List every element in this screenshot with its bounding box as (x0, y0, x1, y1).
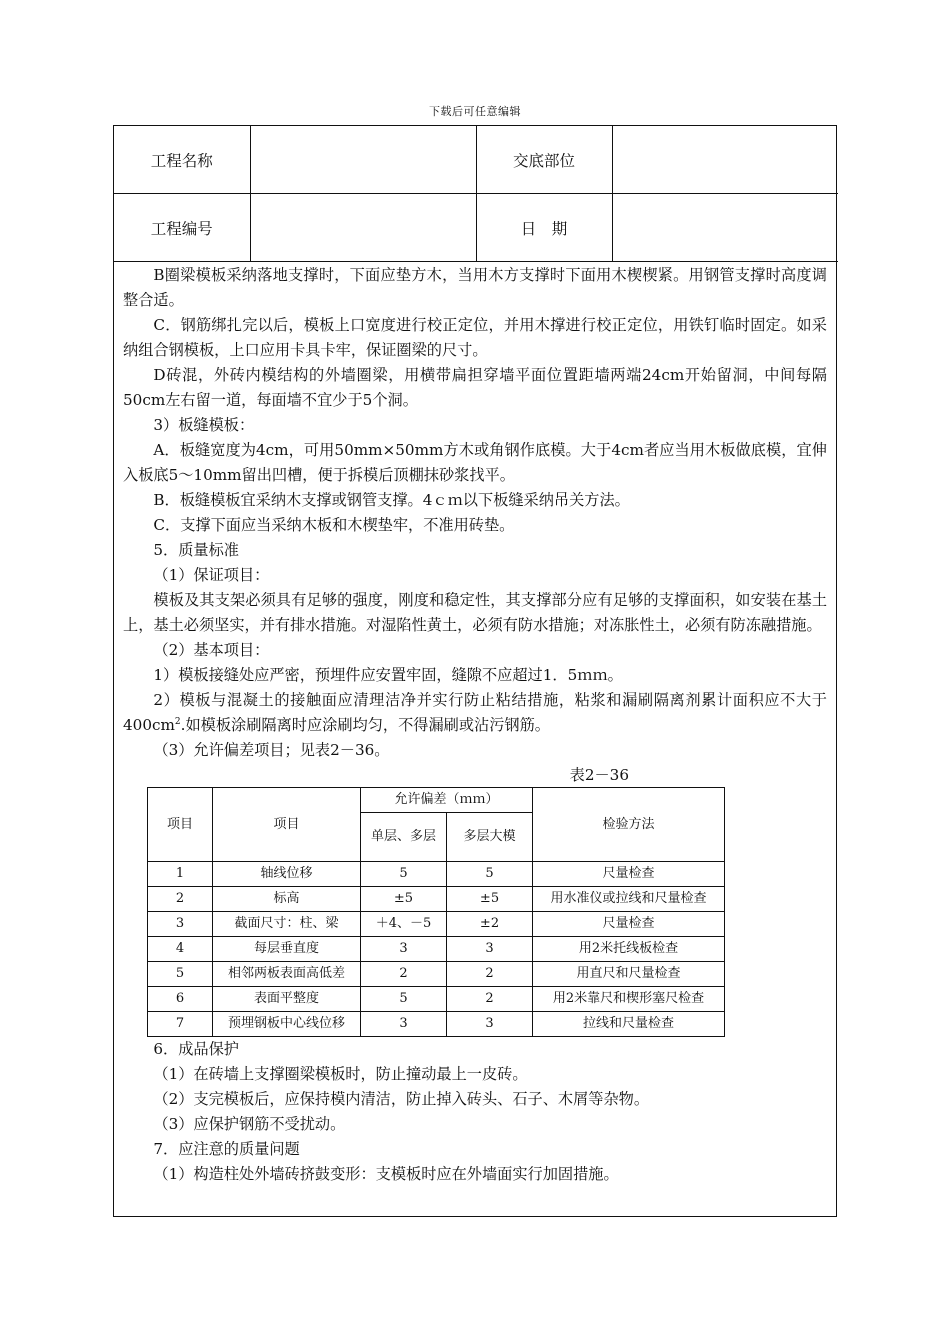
area-text-before: 2）模板与混凝土的接触面应清理洁净并实行防止粘结措施，粘浆和漏刷隔离剂累计面积应不大于400cm (123, 691, 827, 734)
paragraph: D砖混，外砖内模结构的外墙圈梁，用横带扁担穿墙平面位置距墙两端24cm开始留洞，中间每隔50cm左右留一道，每面墙不宜少于5个洞。 (123, 366, 827, 409)
header-note: 下载后可任意编辑 (429, 105, 521, 118)
paragraph: （1）保证项目： (153, 566, 270, 584)
cell-no: 3 (148, 912, 213, 937)
table-row (148, 862, 725, 887)
paragraph: C．支撑下面应当采纳木板和木楔垫牢，不准用砖垫。 (153, 516, 515, 534)
cell-no: 7 (148, 1012, 213, 1037)
cell-single: 5 (361, 987, 447, 1012)
paragraph: （2）支完模板后，应保持模内清洁，防止掉入砖头、石子、木屑等杂物。 (153, 1090, 650, 1108)
paragraph: （1）构造柱处外墙砖挤鼓变形：支模板时应在外墙面实行加固措施。 (153, 1165, 619, 1183)
cell-item: 预埋钢板中心线位移 (213, 1012, 361, 1037)
table-caption: 表2－36 (569, 766, 629, 784)
cell-method: 用水准仪或拉线和尺量检查 (533, 887, 725, 912)
cell-item: 轴线位移 (213, 862, 361, 887)
paragraph: A．板缝宽度为4cm，可用50mm×50mm方木或角钢作底模。大于4cm者应当用木板做底模，宜伸入板底5～10mm留出凹槽，便于拆模后顶棚抹砂浆找平。 (123, 441, 827, 484)
cell-no: 6 (148, 987, 213, 1012)
col-header-item: 项目 (213, 788, 361, 862)
table-row (148, 937, 725, 962)
cell-no: 5 (148, 962, 213, 987)
cell-single: 2 (361, 962, 447, 987)
section-heading: 7．应注意的质量问题 (153, 1140, 300, 1158)
col-header-tolerance: 允许偏差（ｍｍ） (361, 788, 533, 813)
col-header-multi: 多层大模 (447, 813, 533, 862)
cell-single: ＋4、－5 (361, 912, 447, 937)
cell-multi: 2 (447, 962, 533, 987)
cell-single: 5 (361, 862, 447, 887)
paragraph: B圈梁模板采纳落地支撑时，下面应垫方木，当用木方支撑时下面用木楔楔紧。用钢管支撑时高度调整合适。 (123, 266, 827, 309)
cell-item: 相邻两板表面高低差 (213, 962, 361, 987)
cell-multi: 3 (447, 937, 533, 962)
cell-method: 拉线和尺量检查 (533, 1012, 725, 1037)
date-value (612, 194, 838, 262)
table-row (148, 887, 725, 912)
table-row (148, 962, 725, 987)
project-info-table (114, 126, 838, 262)
cell-no: 1 (148, 862, 213, 887)
paragraph: 1）模板接缝处应严密，预埋件应安置牢固，缝隙不应超过1．5ｍｍ。 (153, 666, 623, 684)
date-label: 日 期 (476, 194, 612, 262)
cell-multi: ±2 (447, 912, 533, 937)
paragraph: C．钢筋绑扎完以后，模板上口宽度进行校正定位，并用木撑进行校正定位，用铁钉临时固定。如采纳组合钢模板，上口应用卡具卡牢，保证圈梁的尺寸。 (123, 316, 827, 359)
cell-no: 4 (148, 937, 213, 962)
paragraph: （1）在砖墙上支撑圈梁模板时，防止撞动最上一皮砖。 (153, 1065, 528, 1083)
section-heading: 5．质量标准 (153, 541, 239, 559)
cell-item: 截面尺寸：柱、梁 (213, 912, 361, 937)
disclosure-form (113, 125, 837, 1217)
table-row (148, 1012, 725, 1037)
project-no-label: 工程编号 (114, 194, 250, 262)
paragraph: 3）板缝模板： (153, 416, 255, 434)
paragraph: （3）应保护钢筋不受扰动。 (153, 1115, 346, 1133)
cell-single: ±5 (361, 887, 447, 912)
cell-item: 表面平整度 (213, 987, 361, 1012)
cell-multi: 2 (447, 987, 533, 1012)
cell-multi: 5 (447, 862, 533, 887)
cell-method: 用2米靠尺和楔形塞尺检查 (533, 987, 725, 1012)
cell-no: 2 (148, 887, 213, 912)
cell-method: 用直尺和尺量检查 (533, 962, 725, 987)
area-paragraph (123, 688, 827, 738)
section-heading: 6．成品保护 (153, 1040, 239, 1058)
project-name-value (250, 126, 476, 194)
cell-single: 3 (361, 1012, 447, 1037)
area-superscript: 2 (174, 716, 181, 727)
location-label: 交底部位 (476, 126, 612, 194)
cell-item: 标高 (213, 887, 361, 912)
cell-multi: 3 (447, 1012, 533, 1037)
area-text-after: .如模板涂刷隔离时应涂刷均匀，不得漏刷或沾污钢筋。 (180, 716, 550, 734)
col-header-single: 单层、多层 (361, 813, 447, 862)
cell-multi: ±5 (447, 887, 533, 912)
tolerance-table (147, 787, 725, 1037)
cell-item: 每层垂直度 (213, 937, 361, 962)
disclosure-content (114, 263, 836, 1187)
paragraph: （3）允许偏差项目；见表2－36。 (153, 741, 390, 759)
paragraph: （2）基本项目： (153, 641, 270, 659)
cell-method: 尺量检查 (533, 862, 725, 887)
cell-single: 3 (361, 937, 447, 962)
project-no-value (250, 194, 476, 262)
paragraph: 模板及其支架必须具有足够的强度，刚度和稳定性，其支撑部分应有足够的支撑面积，如安装在基土上，基土必须坚实，并有排水措施。对湿陷性黄土，必须有防水措施；对冻胀性土，必须有防冻融措施。 (123, 591, 827, 634)
col-header-method: 检验方法 (533, 788, 725, 862)
table-row (148, 987, 725, 1012)
location-value (612, 126, 838, 194)
paragraph: B．板缝模板宜采纳木支撑或钢管支撑。4ｃｍ以下板缝采纳吊关方法。 (153, 491, 630, 509)
project-name-label: 工程名称 (114, 126, 250, 194)
cell-method: 尺量检查 (533, 912, 725, 937)
table-row (148, 912, 725, 937)
cell-method: 用2米托线板检查 (533, 937, 725, 962)
col-header-no: 项目 (148, 788, 213, 862)
